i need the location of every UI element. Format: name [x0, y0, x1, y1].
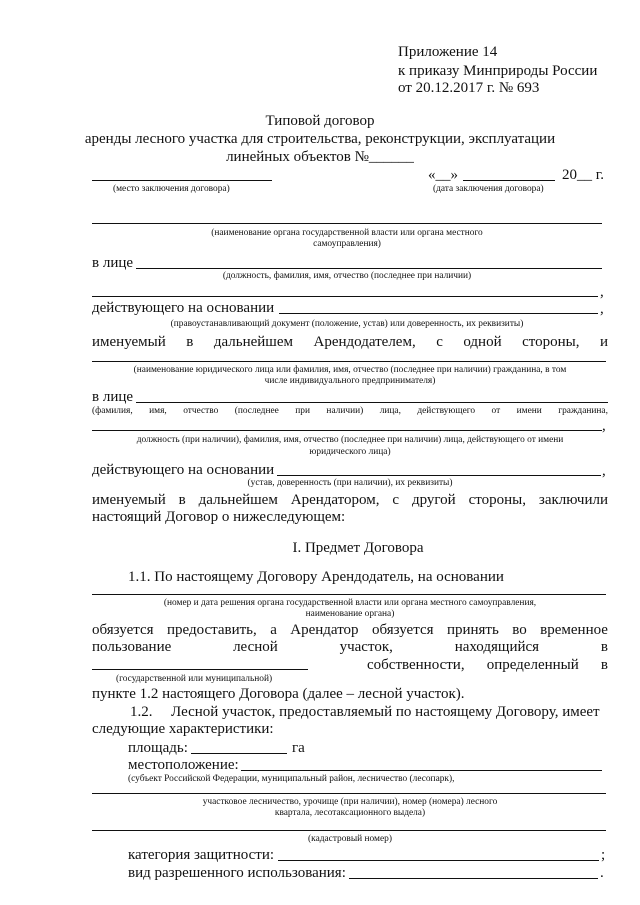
document-title: Типовой договор	[265, 113, 375, 129]
appendix-number: Приложение 14	[398, 44, 498, 60]
clause-1-2-number: 1.2.	[130, 704, 153, 720]
protection-end: ;	[601, 847, 606, 863]
forestry-caption-1: участковое лесничество, урочище (при наличии), номер (номера) лесного	[202, 797, 498, 807]
lessee-person-blank	[136, 402, 608, 403]
clause-1-2-text: Лесной участок, предоставляемый по настоящему Договору, имеет	[171, 704, 600, 720]
clause-1-1: 1.1. По настоящему Договору Арендодатель, на основании	[128, 569, 504, 585]
contract-number-line: линейных объектов №______	[226, 149, 414, 165]
date-caption: (дата заключения договора)	[433, 184, 544, 194]
area-label: площадь:	[128, 740, 188, 756]
area-unit: га	[292, 740, 305, 756]
decision-caption-2: наименование органа)	[305, 609, 395, 619]
decision-caption-1: (номер и дата решения органа государственной власти или органа местного самоуправления,	[163, 598, 537, 608]
lessee-basis-label: действующего на основании	[92, 462, 275, 478]
location-caption: (субъект Российской Федерации, муниципальный район, лесничество (лесопарк),	[128, 774, 455, 784]
decision-blank	[92, 594, 606, 595]
lessee-caption2-1: должность (при наличии), фамилия, имя, отчество (последнее при наличии) лица, действующего от имени	[136, 435, 564, 445]
location-label: местоположение:	[128, 757, 239, 773]
date-year: 20__ г.	[562, 167, 604, 183]
clause-ref-line: пункте 1.2 настоящего Договора (далее – лесной участок).	[92, 686, 465, 702]
lessor-caption-2: самоуправления)	[313, 239, 381, 249]
property-caption: (государственной или муниципальной)	[116, 674, 273, 684]
usage-end: .	[600, 865, 604, 881]
date-month-blank	[463, 180, 555, 181]
forestry-caption-2: квартала, лесотаксационного выдела)	[274, 808, 426, 818]
lessor-comma: ,	[600, 284, 604, 300]
usage-blank	[349, 878, 598, 879]
protection-blank	[278, 860, 599, 861]
cadastral-caption: (кадастровый номер)	[308, 834, 392, 844]
document-subtitle: аренды лесного участка для строительства, реконструкции, эксплуатации	[84, 131, 556, 147]
lessor-named-line: именуемый в дальнейшем Арендодателем, с одной стороны, и	[92, 334, 608, 350]
place-caption: (место заключения договора)	[113, 184, 230, 194]
property-line: собственности, определенный в	[367, 657, 608, 673]
property-type-blank	[92, 669, 308, 670]
lessor-caption-1: (наименование органа государственной власти или органа местного	[211, 228, 483, 238]
section-heading: I. Предмет Договора	[292, 540, 424, 556]
lessor-person-blank	[136, 268, 602, 269]
lessee-person-caption: (фамилия, имя, отчество (последнее при наличии) лица, действующего от имени гражданина,	[92, 406, 608, 416]
lessee-name-blank	[92, 361, 606, 362]
lessee-caption-1: (наименование юридического лица или фамилия, имя, отчество (последнее при наличии) гражданина, в том	[133, 365, 567, 375]
use-line: пользование лесной участок, находящийся в	[92, 639, 608, 655]
order-date: от 20.12.2017 г. № 693	[398, 80, 540, 96]
lessee-person-blank-2	[92, 430, 602, 431]
lessee-named-line-2: настоящий Договор о нижеследующем:	[92, 509, 346, 525]
obligation-line: обязуется предоставить, а Арендатор обязуется принять во временное	[92, 622, 608, 638]
lessee-basis-comma: ,	[602, 463, 606, 479]
lessor-in-person-label: в лице	[92, 255, 134, 271]
clause-1-2-line-2: следующие характеристики:	[92, 721, 274, 737]
lessor-basis-comma: ,	[600, 301, 604, 317]
lessor-person-caption: (должность, фамилия, имя, отчество (последнее при наличии)	[222, 271, 472, 281]
usage-label: вид разрешенного использования:	[128, 865, 346, 881]
lessor-person-blank-2	[92, 296, 598, 297]
lessee-named-line: именуемый в дальнейшем Арендатором, с другой стороны, заключили	[92, 492, 608, 508]
lessee-caption-2: числе индивидуального предпринимателя)	[264, 376, 436, 386]
lessee-caption2-2: юридического лица)	[309, 447, 391, 457]
lessor-basis-label: действующего на основании	[92, 300, 275, 316]
lessee-in-person-label: в лице	[92, 389, 134, 405]
forestry-blank	[92, 793, 606, 794]
lessor-basis-blank	[279, 313, 598, 314]
protection-label: категория защитности:	[128, 847, 275, 863]
order-reference: к приказу Минприроды России	[398, 63, 598, 79]
area-blank	[191, 753, 287, 754]
location-blank	[241, 770, 602, 771]
lessee-comma: ,	[602, 418, 606, 434]
lessor-basis-caption: (правоустанавливающий документ (положение, устав) или доверенность, их реквизиты)	[170, 319, 524, 329]
place-blank	[92, 180, 272, 181]
lessee-basis-caption: (устав, доверенность (при наличии), их реквизиты)	[247, 478, 453, 488]
lessee-basis-blank	[277, 475, 601, 476]
date-day: «__»	[428, 167, 458, 183]
cadastral-blank	[92, 830, 606, 831]
lessor-name-blank	[92, 223, 602, 224]
